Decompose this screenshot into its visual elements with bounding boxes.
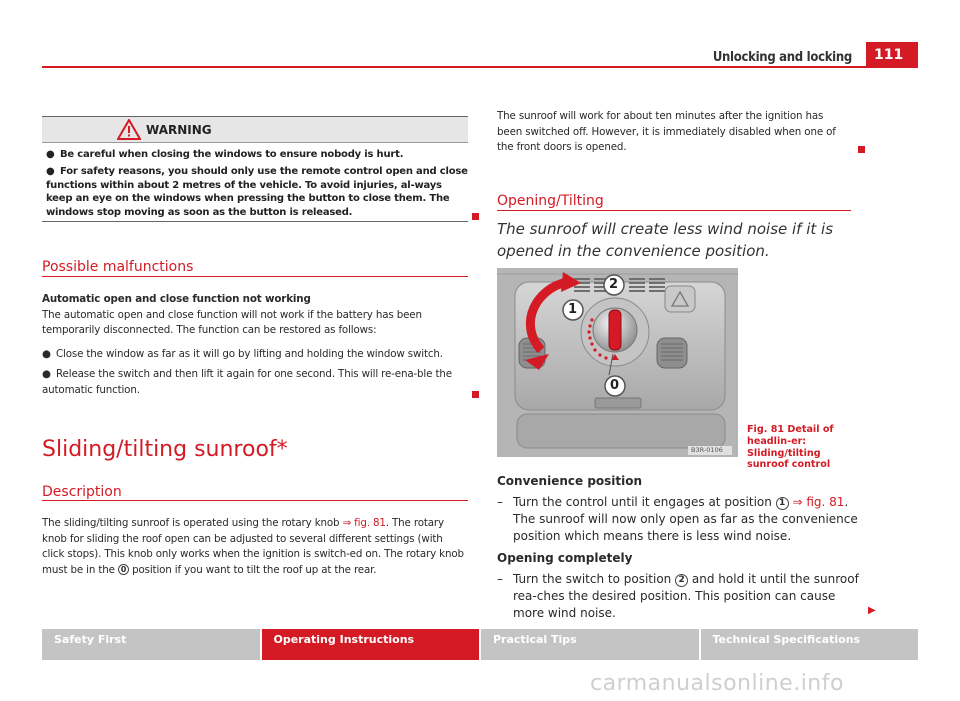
watermark: carmanualsonline.info <box>590 671 844 696</box>
callout-label-2: 2 <box>609 277 619 292</box>
convenience-step: – Turn the control until it engages at position 1 ⇒ fig. 81. The sunroof will now only open as far as the convenience position which means there is less wind noise. <box>497 495 858 543</box>
position-zero-badge: 0 <box>118 564 129 575</box>
opening-rule <box>497 210 851 211</box>
footer-tab-safety-first[interactable]: Safety First <box>42 629 260 660</box>
description-heading: Description <box>42 484 122 500</box>
opening-completely-heading: Opening completely <box>497 551 633 565</box>
warning-bullet: ● Be careful when closing the windows to ensure nobody is hurt. <box>46 149 404 160</box>
warning-box <box>42 116 468 222</box>
malfunctions-rule <box>42 276 468 277</box>
footer-tab-operating-instructions[interactable]: Operating Instructions <box>262 629 480 660</box>
description-rule <box>42 500 468 501</box>
section-end-mark <box>472 213 479 220</box>
continue-arrow-icon: ▶ <box>868 605 876 616</box>
opening-heading: Opening/Tilting <box>497 193 604 209</box>
running-header-title: Unlocking and locking <box>712 50 852 65</box>
footer-nav <box>42 629 918 660</box>
description-text: The sliding/tilting sunroof is operated using the rotary knob ⇒ fig. 81. The rotary knob for sliding the roof open can be adjusted to several different settings (with click stops). This knob only works when the ignition is switch-ed on. The rotary knob must be in the 0 position if you want to tilt the roof up at the rear. <box>42 517 464 576</box>
opening-completely-section <box>497 550 867 622</box>
malfunctions-bullet: ● Release the switch and then lift it again for one second. This will re-ena-ble the automatic function. <box>42 368 452 396</box>
sunroof-control-illustration <box>497 268 738 457</box>
header-rule <box>42 66 866 68</box>
figure-reference-link[interactable]: ⇒ fig. 81 <box>342 517 386 529</box>
ignition-note: The sunroof will work for about ten minutes after the ignition has been switched off. However, it is immediately disabled when one of the front doors is opened. <box>497 110 836 153</box>
position-one-badge: 1 <box>776 497 789 510</box>
callout-label-1: 1 <box>568 302 578 317</box>
opening-completely-step: – Turn the switch to position 2 and hold it until the sunroof rea-ches the desired position. This position can cause more wind noise. <box>497 572 859 620</box>
figure-code: B3R-0106 <box>691 446 723 454</box>
figure-caption: Fig. 81 Detail of headlin-er: Sliding/tilting sunroof control <box>747 424 834 471</box>
section-end-mark <box>858 146 865 153</box>
section-end-mark <box>472 391 479 398</box>
warning-title: WARNING <box>146 123 212 137</box>
callout-label-0: 0 <box>610 378 620 393</box>
footer-tab-practical-tips[interactable]: Practical Tips <box>481 629 699 660</box>
sunroof-title: Sliding/tilting sunroof* <box>42 437 288 462</box>
malfunctions-heading: Possible malfunctions <box>42 259 194 275</box>
opening-intro: The sunroof will create less wind noise if it is opened in the convenience position. <box>497 220 834 260</box>
malfunctions-subheading: Automatic open and close function not working <box>42 293 311 305</box>
footer-tab-technical-specifications[interactable]: Technical Specifications <box>701 629 919 660</box>
convenience-section <box>497 473 867 545</box>
warning-body <box>42 143 468 220</box>
sunroof-control-figure <box>497 268 738 457</box>
warning-triangle-icon <box>117 119 141 140</box>
malfunctions-text <box>42 292 468 398</box>
warning-header <box>42 117 468 143</box>
figure-reference-link[interactable]: ⇒ fig. 81 <box>792 495 845 509</box>
position-two-badge: 2 <box>675 574 688 587</box>
malfunctions-intro: The automatic open and close function will not work if the battery has been temporarily disconnected. The function can be restored as follows: <box>42 308 422 336</box>
malfunctions-bullet: ● Close the window as far as it will go by lifting and holding the window switch. <box>42 347 443 360</box>
convenience-heading: Convenience position <box>497 474 643 488</box>
warning-bullet: ● For safety reasons, you should only use the remote control open and close functions within about 2 metres of the vehicle. To avoid injuries, al-ways keep an eye on the windows when pressing the button to close them. The windows stop moving as soon as the button is released. <box>46 165 468 219</box>
page-number: 111 <box>866 42 918 68</box>
